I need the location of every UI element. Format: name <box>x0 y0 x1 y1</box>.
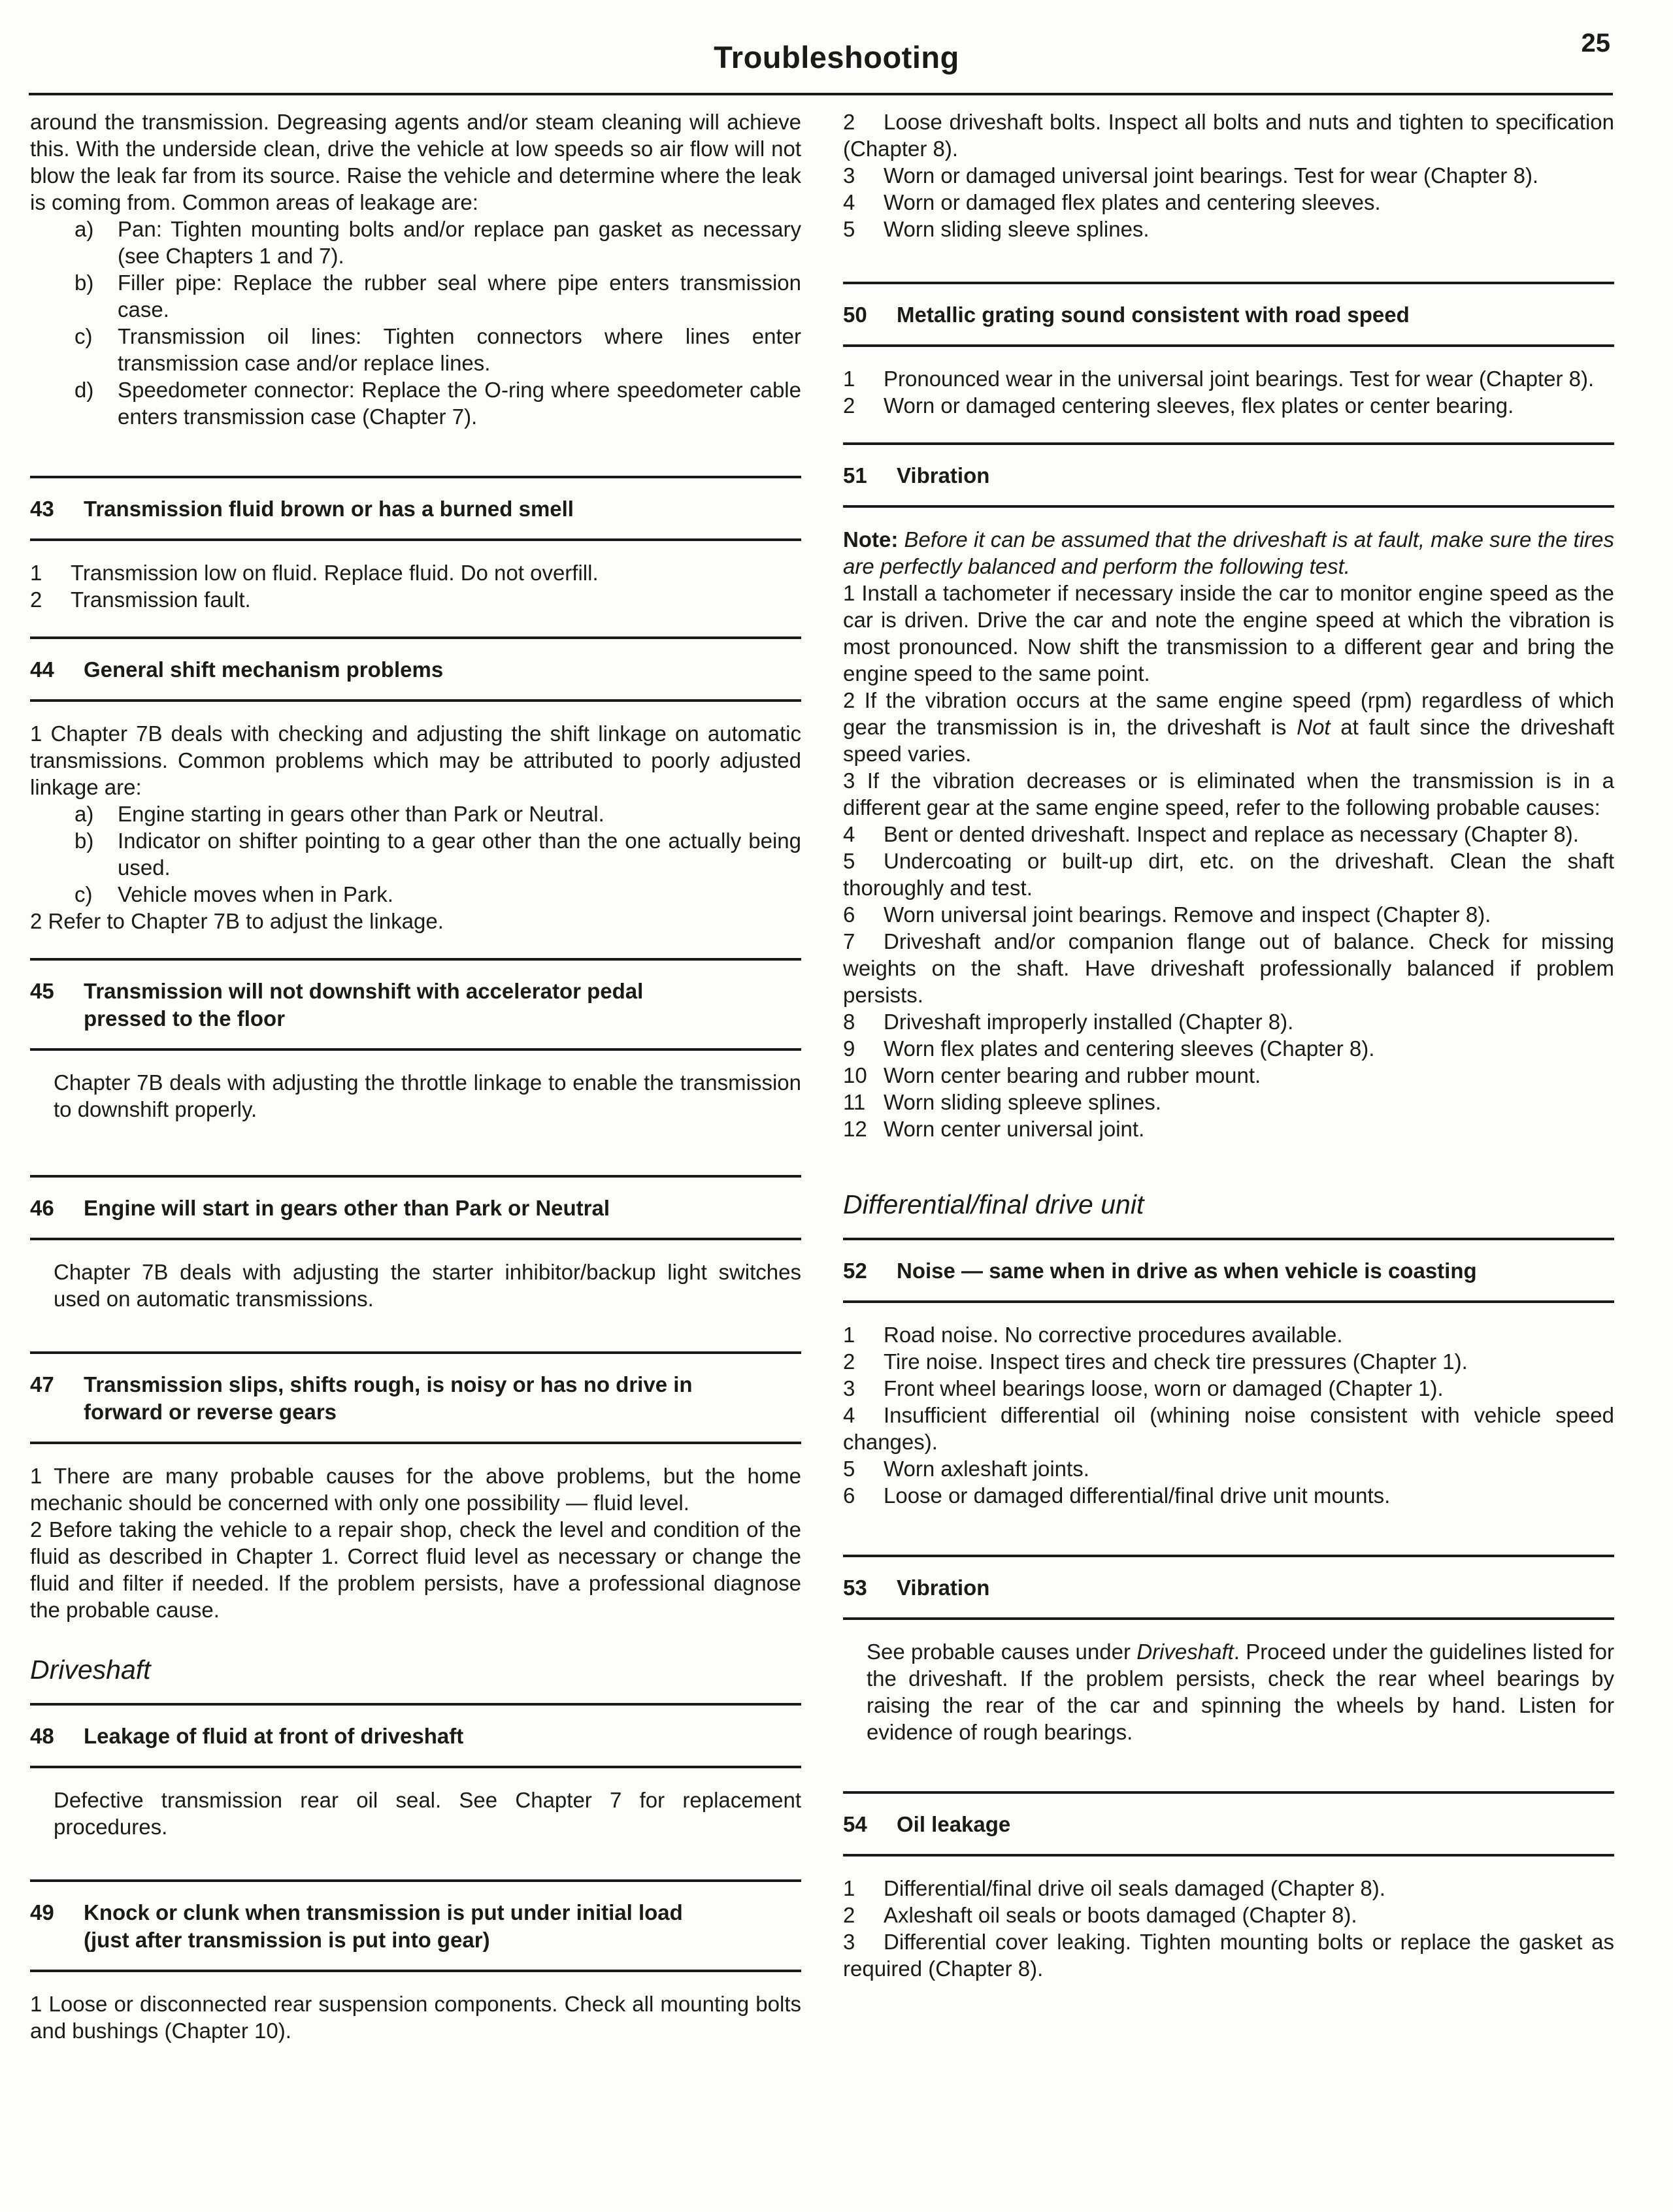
list-item: 3 Worn or damaged universal joint bearings. Test for wear (Chapter 8). <box>843 163 1539 188</box>
list-item: 1 Pronounced wear in the universal joint bearings. Test for wear (Chapter 8). <box>843 367 1595 391</box>
section-46 <box>30 1175 801 1312</box>
list-item: 2 Axleshaft oil seals or boots damaged (Chapter 8). <box>843 1903 1357 1927</box>
list-item: 4 Insufficient differential oil (whining noise consistent with vehicle speed changes). <box>843 1403 1614 1454</box>
section-heading: 46 Engine will start in gears other than Park or Neutral <box>30 1175 801 1240</box>
right-column <box>843 108 1614 1982</box>
paragraph: 1 Loose or disconnected rear suspension components. Check all mounting bolts and bushings (Chapter 10). <box>30 1992 801 2043</box>
header-rule <box>29 93 1613 95</box>
list-item: 2 Transmission fault. <box>30 587 251 612</box>
paragraph: 1 Chapter 7B deals with checking and adjusting the shift linkage on automatic transmissions. Common problems which may be attributed to poorly adjusted linkage are: <box>30 721 801 799</box>
section-heading: 45 Transmission will not downshift with accelerator pedal pressed to the floor <box>30 958 801 1051</box>
list-item: b) Filler pipe: Replace the rubber seal where pipe enters transmission case. <box>75 271 801 322</box>
list-item: 11 Worn sliding spleeve splines. <box>843 1090 1161 1114</box>
list-item: 5 Worn axleshaft joints. <box>843 1457 1089 1481</box>
section-heading: 48 Leakage of fluid at front of driveshaft <box>30 1703 801 1768</box>
list-item: c) Vehicle moves when in Park. <box>75 882 393 906</box>
section-50 <box>843 282 1614 419</box>
list-item: 1 Transmission low on fluid. Replace fluid. Do not overfill. <box>30 561 599 585</box>
list-item: b) Indicator on shifter pointing to a gear other than the one actually being used. <box>75 829 801 880</box>
section-54 <box>843 1791 1614 1982</box>
category-heading-driveshaft: Driveshaft <box>30 1655 151 1685</box>
section-heading: 49 Knock or clunk when transmission is put under initial load (just after transmission is put into gear) <box>30 1879 801 1972</box>
paragraph: See probable causes under Driveshaft. Proceed under the guidelines listed for the driveshaft. If the problem persists, check the rear wheel bearings by raising the rear of the car and spinning the wheels by hand. Listen for evidence of rough bearings. <box>867 1640 1614 1744</box>
section-53 <box>843 1555 1614 1745</box>
section-heading: 53 Vibration <box>843 1555 1614 1620</box>
list-item: 3 Differential cover leaking. Tighten mounting bolts or replace the gasket as required (Chapter 8). <box>843 1930 1614 1981</box>
category-heading-differential: Differential/final drive unit <box>843 1189 1144 1219</box>
section-43 <box>30 476 801 613</box>
paragraph: 1 There are many probable causes for the above problems, but the home mechanic should be concerned with only one possibility — fluid level. <box>30 1464 801 1515</box>
list-item: 6 Loose or damaged differential/final drive unit mounts. <box>843 1483 1391 1508</box>
paragraph: Chapter 7B deals with adjusting the throttle linkage to enable the transmission to downshift properly. <box>54 1070 801 1121</box>
list-item: 5 Worn sliding sleeve splines. <box>843 217 1150 241</box>
section-52 <box>843 1238 1614 1509</box>
section-51 <box>843 442 1614 1142</box>
list-item: a) Pan: Tighten mounting bolts and/or replace pan gasket as necessary (see Chapters 1 and 7). <box>75 217 801 268</box>
leak-areas-list <box>30 216 801 430</box>
section-44 <box>30 636 801 934</box>
list-item: 3 Front wheel bearings loose, worn or damaged (Chapter 1). <box>843 1376 1444 1400</box>
list-item: 2 Loose driveshaft bolts. Inspect all bolts and nuts and tighten to specification (Chapter 8). <box>843 110 1614 161</box>
section-47 <box>30 1351 801 1623</box>
left-column <box>30 108 801 2044</box>
list-item: c) Transmission oil lines: Tighten connectors where lines enter transmission case and/or replace lines. <box>75 324 801 375</box>
section-49-continued <box>843 108 1614 242</box>
section-45 <box>30 958 801 1123</box>
list-item: 4 Worn or damaged flex plates and centering sleeves. <box>843 190 1381 214</box>
section-heading: 52 Noise — same when in drive as when vehicle is coasting <box>843 1238 1614 1303</box>
list-item: 7 Driveshaft and/or companion flange out of balance. Check for missing weights on the shaft. Have driveshaft professionally balanced if problem persists. <box>843 929 1614 1007</box>
list-item: 10 Worn center bearing and rubber mount. <box>843 1063 1261 1087</box>
paragraph: 2 Before taking the vehicle to a repair shop, check the level and condition of the fluid as described in Chapter 1. Correct fluid level as necessary or change the fluid and filter if needed. If the problem persists, have a professional diagnose the probable cause. <box>30 1517 801 1622</box>
section-heading: 47 Transmission slips, shifts rough, is noisy or has no drive in forward or reverse gears <box>30 1351 801 1444</box>
list-item: 9 Worn flex plates and centering sleeves (Chapter 8). <box>843 1036 1375 1061</box>
paragraph: 3 If the vibration decreases or is eliminated when the transmission is in a different gear at the same engine speed, refer to the following probable causes: <box>843 768 1614 819</box>
list-item: a) Engine starting in gears other than Park or Neutral. <box>75 802 605 826</box>
list-item: 2 Worn or damaged centering sleeves, flex plates or center bearing. <box>843 393 1514 418</box>
list-item: 12 Worn center universal joint. <box>843 1117 1145 1141</box>
section-heading: 54 Oil leakage <box>843 1791 1614 1857</box>
list-item: 2 Tire noise. Inspect tires and check tire pressures (Chapter 1). <box>843 1349 1468 1374</box>
list-item: 4 Bent or dented driveshaft. Inspect and replace as necessary (Chapter 8). <box>843 822 1579 846</box>
paragraph: Chapter 7B deals with adjusting the starter inhibitor/backup light switches used on automatic transmissions. <box>54 1260 801 1311</box>
page-number: 25 <box>1581 29 1610 58</box>
section-heading: 43 Transmission fluid brown or has a burned smell <box>30 476 801 541</box>
section-48 <box>30 1703 801 1840</box>
paragraph: 1 Install a tachometer if necessary inside the car to monitor engine speed as the car is driven. Drive the car and note the engine speed at which the vibration is most pronounced. Now shift the transmission to a different gear and bring the engine speed to the same point. <box>843 581 1614 685</box>
section-heading: 51 Vibration <box>843 442 1614 508</box>
paragraph: Defective transmission rear oil seal. See Chapter 7 for replacement procedures. <box>54 1788 801 1839</box>
list-item: 8 Driveshaft improperly installed (Chapter 8). <box>843 1010 1294 1034</box>
list-item: 1 Road noise. No corrective procedures available. <box>843 1323 1343 1347</box>
page-title: Troubleshooting <box>714 40 959 74</box>
list-item: 5 Undercoating or built-up dirt, etc. on the driveshaft. Clean the shaft thoroughly and test. <box>843 849 1614 900</box>
list-item: d) Speedometer connector: Replace the O-ring where speedometer cable enters transmission case (Chapter 7). <box>75 378 801 429</box>
note: Note: Before it can be assumed that the driveshaft is at fault, make sure the tires are perfectly balanced and perform the following test. <box>843 527 1615 578</box>
section-49 <box>30 1879 801 2044</box>
section-heading: 50 Metallic grating sound consistent with road speed <box>843 282 1614 347</box>
list-item: 6 Worn universal joint bearings. Remove and inspect (Chapter 8). <box>843 902 1491 927</box>
list-item: 1 Differential/final drive oil seals damaged (Chapter 8). <box>843 1876 1385 1900</box>
section-heading: 44 General shift mechanism problems <box>30 636 801 702</box>
paragraph: 2 Refer to Chapter 7B to adjust the linkage. <box>30 909 444 933</box>
paragraph: 2 If the vibration occurs at the same engine speed (rpm) regardless of which gear the transmission is in, the driveshaft is Not at fault since the driveshaft speed varies. <box>843 688 1614 766</box>
intro-paragraph: around the transmission. Degreasing agents and/or steam cleaning will achieve this. With the underside clean, drive the vehicle at low speeds so air flow will not blow the leak far from its source. Raise the vehicle and determine where the leak is coming from. Common areas of leakage are: <box>30 110 801 214</box>
